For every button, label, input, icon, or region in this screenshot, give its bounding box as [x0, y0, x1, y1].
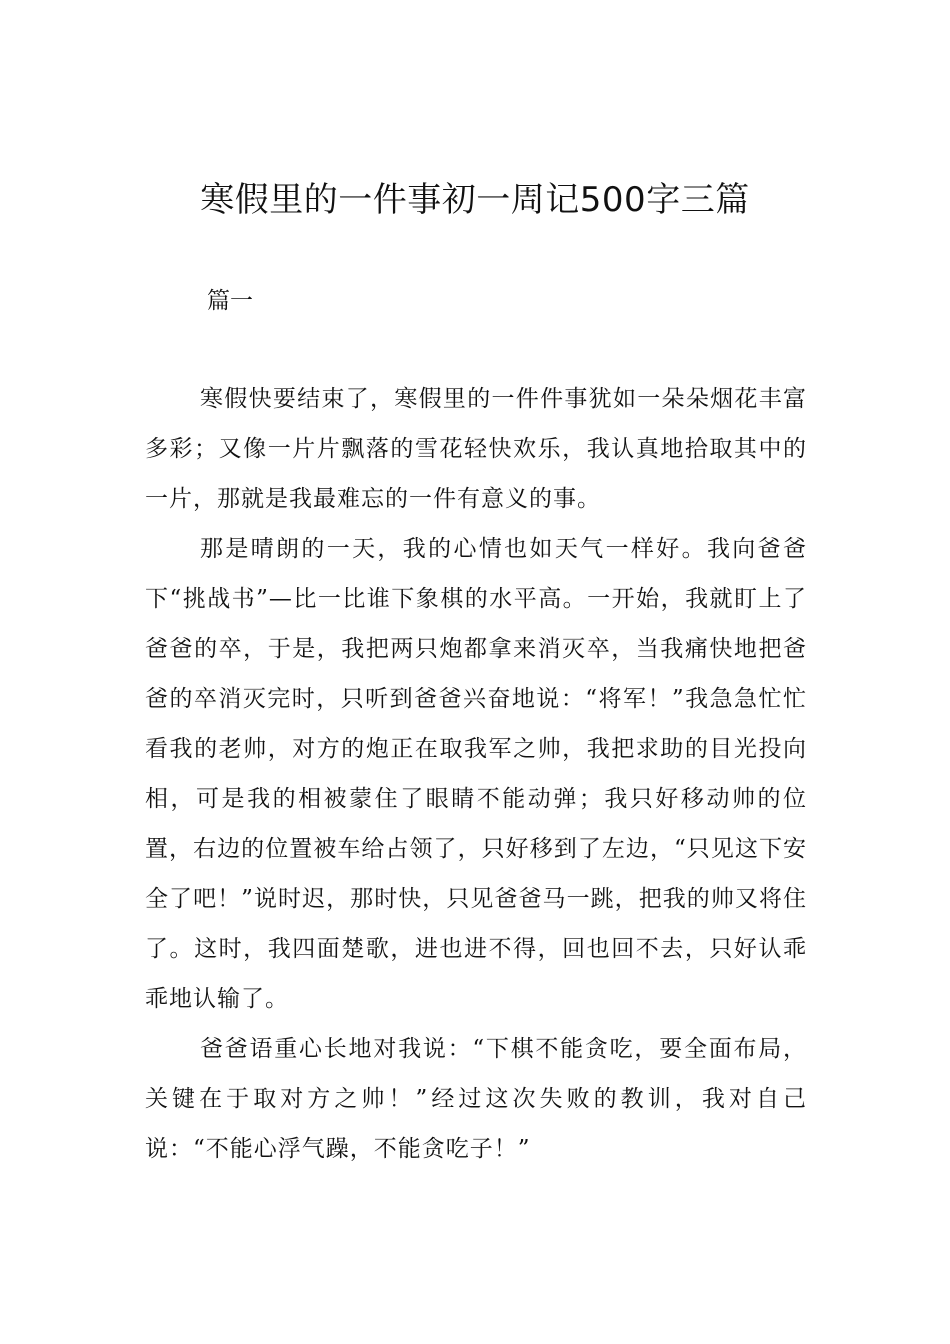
document-body [145, 374, 807, 1174]
document-title: 寒假里的一件事初一周记500字三篇 [200, 180, 750, 220]
paragraph: 那是晴朗的一天，我的心情也如天气一样好。我向爸爸下“挑战书”—比一比谁下象棋的水平高。一开始，我就盯上了爸爸的卒，于是，我把两只炮都拿来消灭卒，当我痛快地把爸爸的卒消灭完时，只听到爸爸兴奋地说：“将军！”我急急忙忙看我的老帅，对方的炮正在取我军之帅，我把求助的目光投向相，可是我的相被蒙住了眼睛不能动弹；我只好移动帅的位置，右边的位置被车给占领了，只好移到了左边，“只见这下安全了吧！”说时迟，那时快，只见爸爸马一跳，把我的帅又将住了。这时，我四面楚歌，进也进不得，回也回不去，只好认乖乖地认输了。 [145, 536, 807, 1012]
paragraph: 寒假快要结束了，寒假里的一件件事犹如一朵朵烟花丰富多彩；又像一片片飘落的雪花轻快欢乐，我认真地拾取其中的一片，那就是我最难忘的一件有意义的事。 [145, 386, 807, 512]
paragraph: 爸爸语重心长地对我说：“下棋不能贪吃，要全面布局，关键在于取对方之帅！”经过这次失败的教训，我对自己说：“不能心浮气躁，不能贪吃子！” [145, 1036, 807, 1162]
section-label: 篇一 [207, 288, 253, 314]
